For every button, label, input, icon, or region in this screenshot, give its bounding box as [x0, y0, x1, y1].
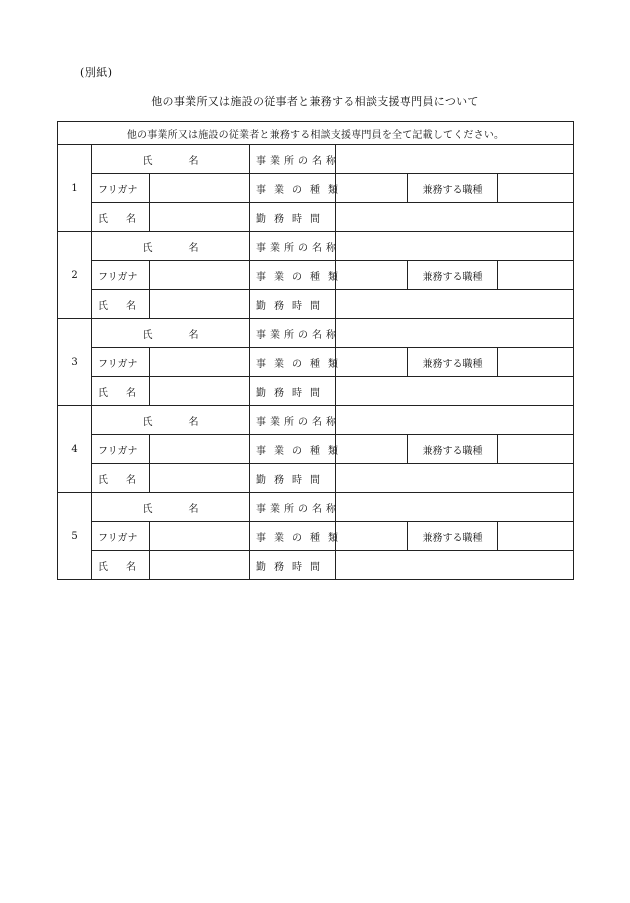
name-header [92, 145, 250, 174]
name-field[interactable] [150, 377, 250, 406]
business-type-field[interactable] [336, 348, 408, 377]
entry-number: 3 [58, 319, 92, 406]
concurrent-job-field[interactable] [498, 522, 574, 551]
staff-table [57, 121, 574, 580]
entry-row-name-head [58, 145, 574, 174]
name-label [92, 377, 150, 406]
name-label-char-2: 名 [126, 300, 136, 312]
work-hours-field[interactable] [336, 290, 574, 319]
name-field[interactable] [150, 203, 250, 232]
name-label-char-1: 氏 [98, 387, 108, 399]
furigana-label: フリガナ [92, 348, 150, 377]
entry-row-name-head [58, 406, 574, 435]
entry-row-name [58, 203, 574, 232]
name-header [92, 232, 250, 261]
name-label-char-2: 名 [126, 213, 136, 225]
entry-row-furigana [58, 261, 574, 290]
work-hours-label: 勤務時間 [250, 464, 336, 493]
entry-row-name [58, 377, 574, 406]
furigana-label: フリガナ [92, 261, 150, 290]
name-label-char-1: 氏 [98, 300, 108, 312]
business-type-label: 事業の種類 [250, 261, 336, 290]
entry-row-name [58, 464, 574, 493]
name-header [92, 319, 250, 348]
office-name-label: 事業所の名称 [250, 406, 336, 435]
office-name-label: 事業所の名称 [250, 232, 336, 261]
concurrent-job-label: 兼務する職種 [408, 174, 498, 203]
work-hours-label: 勤務時間 [250, 203, 336, 232]
work-hours-field[interactable] [336, 551, 574, 580]
furigana-field[interactable] [150, 522, 250, 551]
name-label [92, 464, 150, 493]
entry-number: 2 [58, 232, 92, 319]
name-field[interactable] [150, 464, 250, 493]
business-type-label: 事業の種類 [250, 348, 336, 377]
work-hours-field[interactable] [336, 464, 574, 493]
name-header-char-1: 氏 [142, 242, 153, 254]
business-type-field[interactable] [336, 174, 408, 203]
entry-row-furigana [58, 435, 574, 464]
concurrent-job-field[interactable] [498, 261, 574, 290]
entry-row-furigana [58, 522, 574, 551]
name-header-char-2: 名 [188, 503, 199, 515]
furigana-field[interactable] [150, 435, 250, 464]
name-label-char-1: 氏 [98, 213, 108, 225]
concurrent-job-label: 兼務する職種 [408, 435, 498, 464]
office-name-label: 事業所の名称 [250, 145, 336, 174]
entry-row-furigana [58, 348, 574, 377]
name-label-char-2: 名 [126, 474, 136, 486]
work-hours-field[interactable] [336, 377, 574, 406]
name-label [92, 203, 150, 232]
business-type-field[interactable] [336, 435, 408, 464]
name-header-char-1: 氏 [142, 329, 153, 341]
business-type-field[interactable] [336, 261, 408, 290]
furigana-label: フリガナ [92, 174, 150, 203]
name-header-char-1: 氏 [142, 503, 153, 515]
office-name-field[interactable] [336, 232, 574, 261]
entry-row-name [58, 290, 574, 319]
furigana-field[interactable] [150, 261, 250, 290]
name-field[interactable] [150, 551, 250, 580]
page-title: 他の事業所又は施設の従事者と兼務する相談支援専門員について [151, 95, 479, 108]
entry-row-name-head [58, 232, 574, 261]
name-field[interactable] [150, 290, 250, 319]
work-hours-label: 勤務時間 [250, 377, 336, 406]
office-name-label: 事業所の名称 [250, 319, 336, 348]
business-type-field[interactable] [336, 522, 408, 551]
instruction-row [58, 122, 574, 145]
furigana-field[interactable] [150, 174, 250, 203]
entry-number: 4 [58, 406, 92, 493]
entry-row-name-head [58, 493, 574, 522]
name-header-char-2: 名 [188, 416, 199, 428]
concurrent-job-label: 兼務する職種 [408, 348, 498, 377]
name-label-char-2: 名 [126, 387, 136, 399]
furigana-label: フリガナ [92, 435, 150, 464]
annex-label: (別紙) [80, 66, 113, 79]
name-header [92, 406, 250, 435]
concurrent-job-field[interactable] [498, 174, 574, 203]
name-header-char-2: 名 [188, 155, 199, 167]
work-hours-label: 勤務時間 [250, 290, 336, 319]
business-type-label: 事業の種類 [250, 174, 336, 203]
name-label [92, 551, 150, 580]
work-hours-label: 勤務時間 [250, 551, 336, 580]
name-header-char-1: 氏 [142, 416, 153, 428]
name-header-char-2: 名 [188, 329, 199, 341]
entry-number: 1 [58, 145, 92, 232]
furigana-label: フリガナ [92, 522, 150, 551]
name-header-char-1: 氏 [142, 155, 153, 167]
entry-number: 5 [58, 493, 92, 580]
instruction-text: 他の事業所又は施設の従業者と兼務する相談支援専門員を全て記載してください。 [58, 122, 574, 145]
name-header-char-2: 名 [188, 242, 199, 254]
name-label-char-2: 名 [126, 561, 136, 573]
name-header [92, 493, 250, 522]
concurrent-job-field[interactable] [498, 435, 574, 464]
entry-row-name-head [58, 319, 574, 348]
business-type-label: 事業の種類 [250, 435, 336, 464]
name-label [92, 290, 150, 319]
concurrent-job-label: 兼務する職種 [408, 261, 498, 290]
office-name-field[interactable] [336, 493, 574, 522]
office-name-field[interactable] [336, 145, 574, 174]
entry-row-furigana [58, 174, 574, 203]
furigana-field[interactable] [150, 348, 250, 377]
office-name-label: 事業所の名称 [250, 493, 336, 522]
office-name-field[interactable] [336, 319, 574, 348]
name-label-char-1: 氏 [98, 474, 108, 486]
work-hours-field[interactable] [336, 203, 574, 232]
entry-row-name [58, 551, 574, 580]
office-name-field[interactable] [336, 406, 574, 435]
concurrent-job-field[interactable] [498, 348, 574, 377]
name-label-char-1: 氏 [98, 561, 108, 573]
concurrent-job-label: 兼務する職種 [408, 522, 498, 551]
business-type-label: 事業の種類 [250, 522, 336, 551]
